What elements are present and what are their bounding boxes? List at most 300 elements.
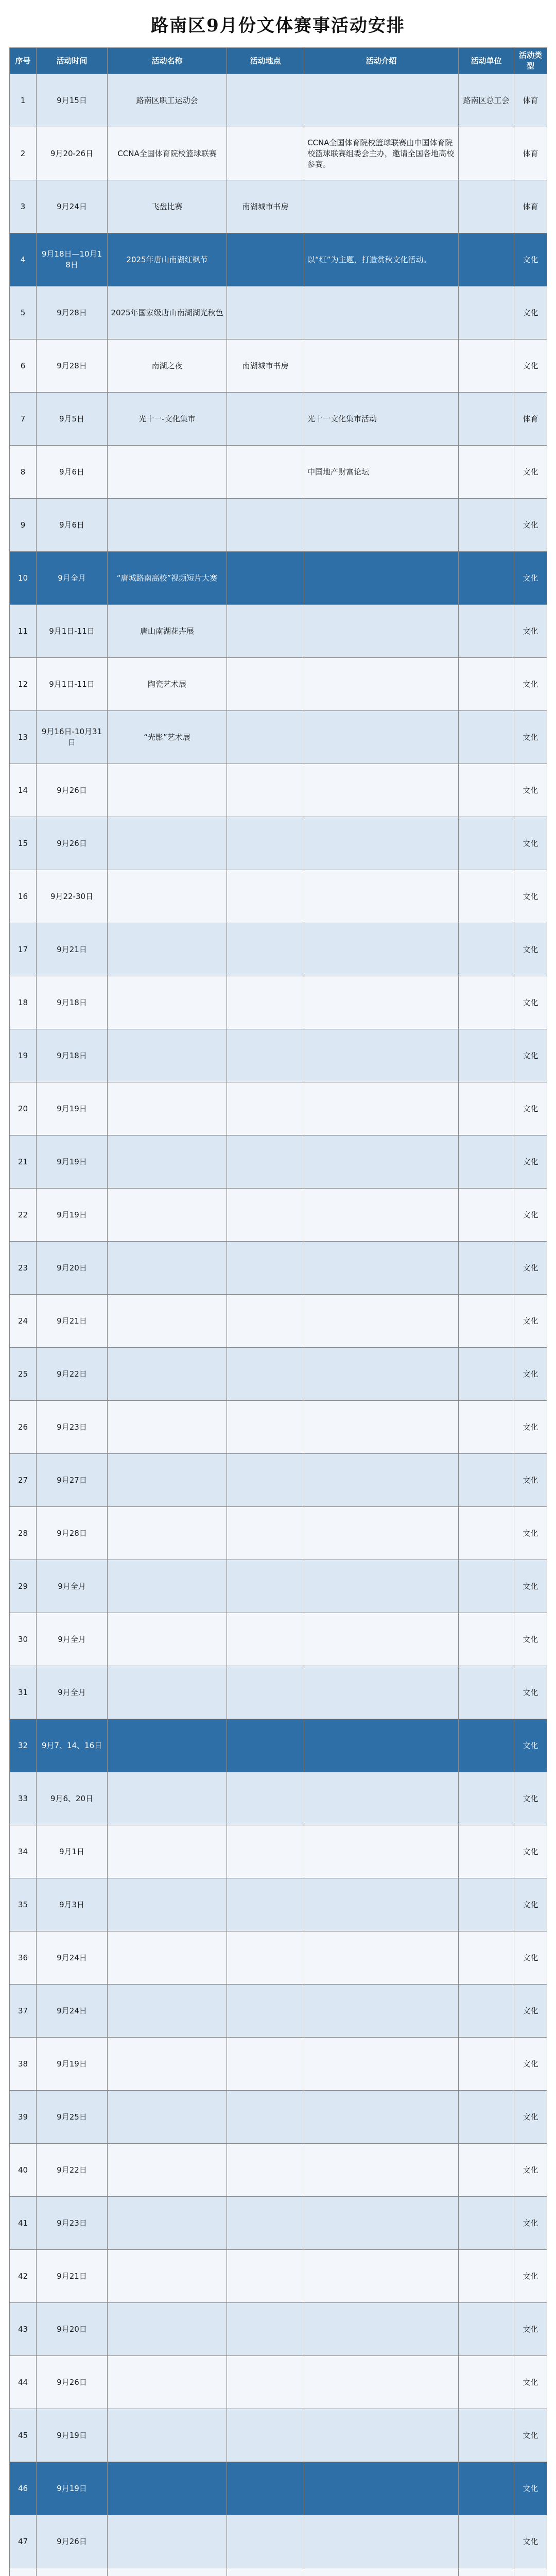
cell-no: 18	[10, 976, 37, 1029]
table-row	[10, 393, 547, 446]
cell-desc	[304, 1825, 459, 1878]
table-row	[10, 817, 547, 870]
table-row	[10, 1666, 547, 1719]
table-row	[10, 1560, 547, 1613]
header-type: 活动类型	[514, 48, 547, 74]
table-row	[10, 2038, 547, 2091]
cell-desc	[304, 1985, 459, 2038]
cell-name	[108, 1295, 227, 1348]
table-row	[10, 1878, 547, 1931]
header-unit: 活动单位	[459, 48, 514, 74]
cell-type: 文化	[514, 1719, 547, 1772]
cell-place	[227, 1666, 304, 1719]
cell-desc: 光十一文化集市活动	[304, 393, 459, 446]
cell-type: 文化	[514, 1189, 547, 1242]
cell-place	[227, 711, 304, 764]
cell-type: 文化	[514, 233, 547, 286]
cell-unit	[459, 2568, 514, 2576]
cell-no: 22	[10, 1189, 37, 1242]
cell-desc	[304, 658, 459, 711]
table-row	[10, 1507, 547, 1560]
cell-time: 9月全月	[37, 1613, 108, 1666]
cell-desc	[304, 1719, 459, 1772]
cell-desc	[304, 1348, 459, 1401]
table-body	[10, 74, 547, 2576]
cell-type: 文化	[514, 1772, 547, 1825]
cell-unit	[459, 2356, 514, 2409]
header-place: 活动地点	[227, 48, 304, 74]
table-row	[10, 1719, 547, 1772]
cell-name	[108, 1401, 227, 1454]
cell-desc	[304, 1242, 459, 1295]
cell-no: 9	[10, 499, 37, 552]
cell-unit	[459, 976, 514, 1029]
cell-time: 9月全月	[37, 1666, 108, 1719]
cell-type: 文化	[514, 1242, 547, 1295]
cell-unit	[459, 2144, 514, 2197]
cell-name	[108, 2356, 227, 2409]
cell-time: 9月21日	[37, 923, 108, 976]
cell-no: 21	[10, 1136, 37, 1189]
cell-time: 9月全月	[37, 1560, 108, 1613]
cell-type: 文化	[514, 446, 547, 499]
cell-name	[108, 764, 227, 817]
cell-unit	[459, 1931, 514, 1985]
cell-type	[514, 2568, 547, 2576]
cell-place	[227, 2356, 304, 2409]
cell-name	[108, 2038, 227, 2091]
cell-no: 29	[10, 1560, 37, 1613]
cell-no: 16	[10, 870, 37, 923]
cell-time: 9月20日	[37, 2303, 108, 2356]
cell-unit	[459, 2197, 514, 2250]
cell-no: 27	[10, 1454, 37, 1507]
cell-place	[227, 233, 304, 286]
cell-unit	[459, 1136, 514, 1189]
cell-type: 体育	[514, 127, 547, 180]
table-row	[10, 180, 547, 233]
cell-place	[227, 923, 304, 976]
cell-place	[227, 2303, 304, 2356]
table-row	[10, 1825, 547, 1878]
cell-time: 9月23日	[37, 1401, 108, 1454]
cell-desc	[304, 2462, 459, 2515]
cell-name: 南湖之夜	[108, 340, 227, 393]
cell-name	[108, 1454, 227, 1507]
table-row	[10, 1454, 547, 1507]
cell-no: 30	[10, 1613, 37, 1666]
cell-name: “唐城路南高校”视频短片大赛	[108, 552, 227, 605]
cell-desc	[304, 1189, 459, 1242]
header-time: 活动时间	[37, 48, 108, 74]
cell-place	[227, 2144, 304, 2197]
cell-unit	[459, 2250, 514, 2303]
cell-desc: 中国地产财富论坛	[304, 446, 459, 499]
cell-time: 9月1日-11日	[37, 658, 108, 711]
cell-desc	[304, 552, 459, 605]
cell-no: 43	[10, 2303, 37, 2356]
cell-name	[108, 2515, 227, 2568]
table-row	[10, 923, 547, 976]
cell-time: 9月19日	[37, 2409, 108, 2462]
cell-name	[108, 1348, 227, 1401]
cell-place	[227, 817, 304, 870]
cell-name	[108, 2303, 227, 2356]
cell-no: 32	[10, 1719, 37, 1772]
cell-unit	[459, 1348, 514, 1401]
cell-type: 文化	[514, 2462, 547, 2515]
cell-no: 11	[10, 605, 37, 658]
cell-name	[108, 2144, 227, 2197]
table-row	[10, 286, 547, 340]
cell-name	[108, 976, 227, 1029]
cell-desc	[304, 286, 459, 340]
cell-desc: 以“红”为主题，打造赏秋文化活动。	[304, 233, 459, 286]
cell-place	[227, 1348, 304, 1401]
table-row	[10, 1029, 547, 1082]
table-row	[10, 870, 547, 923]
cell-time: 9月6、20日	[37, 1772, 108, 1825]
cell-place	[227, 658, 304, 711]
cell-place	[227, 2038, 304, 2091]
cell-unit	[459, 1082, 514, 1136]
cell-place	[227, 286, 304, 340]
cell-time: 9月25日	[37, 2091, 108, 2144]
cell-name	[108, 817, 227, 870]
cell-place	[227, 1825, 304, 1878]
table-row	[10, 233, 547, 286]
cell-time: 9月26日	[37, 2356, 108, 2409]
cell-name	[108, 1772, 227, 1825]
cell-no: 45	[10, 2409, 37, 2462]
cell-type: 体育	[514, 74, 547, 127]
cell-no: 23	[10, 1242, 37, 1295]
cell-no: 5	[10, 286, 37, 340]
table-row	[10, 2303, 547, 2356]
cell-time: 9月18日	[37, 1029, 108, 1082]
cell-type: 文化	[514, 1825, 547, 1878]
cell-place	[227, 1029, 304, 1082]
cell-desc	[304, 923, 459, 976]
cell-time: 9月24日	[37, 180, 108, 233]
cell-place	[227, 1295, 304, 1348]
cell-time: 9月20-26日	[37, 127, 108, 180]
cell-time: 9月22日	[37, 2144, 108, 2197]
cell-name: 唐山南湖花卉展	[108, 605, 227, 658]
cell-place	[227, 1772, 304, 1825]
cell-unit	[459, 1401, 514, 1454]
cell-desc	[304, 764, 459, 817]
cell-desc	[304, 1878, 459, 1931]
table-row	[10, 1242, 547, 1295]
cell-unit	[459, 764, 514, 817]
cell-place	[227, 1719, 304, 1772]
cell-no: 20	[10, 1082, 37, 1136]
cell-unit	[459, 127, 514, 180]
cell-no: 26	[10, 1401, 37, 1454]
cell-type: 文化	[514, 552, 547, 605]
table-row	[10, 711, 547, 764]
cell-type: 文化	[514, 2250, 547, 2303]
cell-unit	[459, 1029, 514, 1082]
cell-name	[108, 499, 227, 552]
cell-desc	[304, 2303, 459, 2356]
cell-unit: 路南区总工会	[459, 74, 514, 127]
cell-place	[227, 393, 304, 446]
cell-no: 8	[10, 446, 37, 499]
cell-desc	[304, 1666, 459, 1719]
cell-time: 9月22日	[37, 1348, 108, 1401]
cell-no: 1	[10, 74, 37, 127]
cell-no: 15	[10, 817, 37, 870]
cell-no: 12	[10, 658, 37, 711]
cell-unit	[459, 2091, 514, 2144]
table-row	[10, 1931, 547, 1985]
cell-type: 体育	[514, 180, 547, 233]
cell-place	[227, 1878, 304, 1931]
cell-time: 9月全月	[37, 552, 108, 605]
cell-unit	[459, 711, 514, 764]
cell-name	[108, 870, 227, 923]
cell-no: 42	[10, 2250, 37, 2303]
cell-unit	[459, 1507, 514, 1560]
cell-no: 35	[10, 1878, 37, 1931]
cell-desc	[304, 1401, 459, 1454]
table-row	[10, 74, 547, 127]
cell-desc	[304, 1507, 459, 1560]
cell-type: 文化	[514, 1931, 547, 1985]
cell-type: 文化	[514, 2038, 547, 2091]
cell-time: 9月28日	[37, 286, 108, 340]
cell-no: 31	[10, 1666, 37, 1719]
cell-no	[10, 2568, 37, 2576]
cell-desc	[304, 499, 459, 552]
cell-type: 文化	[514, 605, 547, 658]
cell-unit	[459, 2303, 514, 2356]
table-row	[10, 2144, 547, 2197]
cell-time	[37, 2568, 108, 2576]
cell-desc	[304, 2409, 459, 2462]
cell-name	[108, 2091, 227, 2144]
cell-name	[108, 1082, 227, 1136]
cell-place	[227, 764, 304, 817]
cell-name: 光十一-文化集市	[108, 393, 227, 446]
cell-desc	[304, 817, 459, 870]
cell-time: 9月26日	[37, 2515, 108, 2568]
cell-desc	[304, 2197, 459, 2250]
cell-type: 文化	[514, 1560, 547, 1613]
cell-no: 2	[10, 127, 37, 180]
cell-type: 文化	[514, 1295, 547, 1348]
table-row	[10, 1401, 547, 1454]
cell-no: 38	[10, 2038, 37, 2091]
cell-desc	[304, 2038, 459, 2091]
cell-type: 文化	[514, 1029, 547, 1082]
cell-time: 9月24日	[37, 1931, 108, 1985]
cell-place	[227, 2250, 304, 2303]
cell-no: 3	[10, 180, 37, 233]
cell-type: 文化	[514, 764, 547, 817]
header-desc: 活动介绍	[304, 48, 459, 74]
cell-no: 25	[10, 1348, 37, 1401]
cell-type: 文化	[514, 870, 547, 923]
cell-desc	[304, 180, 459, 233]
table-header-row	[10, 48, 547, 74]
table-row	[10, 1772, 547, 1825]
cell-no: 14	[10, 764, 37, 817]
cell-name: 陶瓷艺术展	[108, 658, 227, 711]
cell-desc: CCNA全国体育院校篮球联赛由中国体育院校篮球联赛组委会主办，邀请全国各地高校参赛。	[304, 127, 459, 180]
cell-name	[108, 1242, 227, 1295]
cell-unit	[459, 1295, 514, 1348]
cell-name	[108, 446, 227, 499]
cell-type: 文化	[514, 340, 547, 393]
cell-no: 37	[10, 1985, 37, 2038]
cell-unit	[459, 1666, 514, 1719]
cell-type: 文化	[514, 817, 547, 870]
cell-unit	[459, 499, 514, 552]
cell-no: 19	[10, 1029, 37, 1082]
cell-time: 9月23日	[37, 2197, 108, 2250]
cell-type: 体育	[514, 393, 547, 446]
cell-time: 9月27日	[37, 1454, 108, 1507]
table-row	[10, 1189, 547, 1242]
cell-time: 9月26日	[37, 764, 108, 817]
cell-time: 9月28日	[37, 1507, 108, 1560]
cell-name: 2025年唐山南湖红枫节	[108, 233, 227, 286]
cell-desc	[304, 1772, 459, 1825]
cell-desc	[304, 1029, 459, 1082]
cell-desc	[304, 1560, 459, 1613]
cell-name	[108, 1560, 227, 1613]
cell-unit	[459, 1985, 514, 2038]
cell-desc	[304, 1082, 459, 1136]
cell-no: 41	[10, 2197, 37, 2250]
cell-time: 9月26日	[37, 817, 108, 870]
cell-place	[227, 1454, 304, 1507]
cell-desc	[304, 1136, 459, 1189]
cell-unit	[459, 340, 514, 393]
table-row	[10, 605, 547, 658]
cell-unit	[459, 180, 514, 233]
cell-desc	[304, 1613, 459, 1666]
cell-name	[108, 2462, 227, 2515]
cell-type: 文化	[514, 976, 547, 1029]
table-row	[10, 2250, 547, 2303]
cell-type: 文化	[514, 286, 547, 340]
table-row	[10, 2515, 547, 2568]
cell-unit	[459, 2515, 514, 2568]
cell-type: 文化	[514, 2515, 547, 2568]
cell-no: 44	[10, 2356, 37, 2409]
cell-desc	[304, 711, 459, 764]
cell-type: 文化	[514, 923, 547, 976]
cell-no: 13	[10, 711, 37, 764]
cell-unit	[459, 2409, 514, 2462]
table-row	[10, 2197, 547, 2250]
cell-type: 文化	[514, 1136, 547, 1189]
cell-unit	[459, 870, 514, 923]
cell-type: 文化	[514, 1454, 547, 1507]
cell-name: “光影”艺术展	[108, 711, 227, 764]
cell-place	[227, 1507, 304, 1560]
cell-unit	[459, 233, 514, 286]
table-row	[10, 127, 547, 180]
cell-unit	[459, 286, 514, 340]
cell-unit	[459, 1613, 514, 1666]
cell-unit	[459, 1454, 514, 1507]
cell-time: 9月21日	[37, 1295, 108, 1348]
table-row	[10, 340, 547, 393]
table-row	[10, 658, 547, 711]
cell-time: 9月19日	[37, 1189, 108, 1242]
cell-unit	[459, 658, 514, 711]
cell-unit	[459, 1878, 514, 1931]
cell-name	[108, 1136, 227, 1189]
table-row	[10, 1082, 547, 1136]
cell-desc	[304, 2144, 459, 2197]
cell-place: 南湖城市书房	[227, 180, 304, 233]
cell-no: 33	[10, 1772, 37, 1825]
cell-name: CCNA全国体育院校篮球联赛	[108, 127, 227, 180]
cell-unit	[459, 923, 514, 976]
header-no: 序号	[10, 48, 37, 74]
cell-unit	[459, 1719, 514, 1772]
table-row	[10, 2568, 547, 2576]
cell-desc	[304, 870, 459, 923]
cell-time: 9月19日	[37, 2462, 108, 2515]
cell-type: 文化	[514, 1348, 547, 1401]
cell-time: 9月18日—10月18日	[37, 233, 108, 286]
table-row	[10, 2356, 547, 2409]
cell-desc	[304, 2250, 459, 2303]
cell-name: 路南区职工运动会	[108, 74, 227, 127]
cell-name	[108, 1825, 227, 1878]
events-table	[9, 47, 547, 2576]
table-row	[10, 2091, 547, 2144]
cell-unit	[459, 393, 514, 446]
cell-place	[227, 446, 304, 499]
cell-unit	[459, 1825, 514, 1878]
table-row	[10, 976, 547, 1029]
cell-place	[227, 1401, 304, 1454]
cell-desc	[304, 340, 459, 393]
cell-place	[227, 1985, 304, 2038]
cell-place	[227, 2462, 304, 2515]
cell-type: 文化	[514, 1082, 547, 1136]
cell-place	[227, 1242, 304, 1295]
cell-name	[108, 1931, 227, 1985]
cell-place	[227, 127, 304, 180]
cell-unit	[459, 1560, 514, 1613]
cell-time: 9月19日	[37, 1082, 108, 1136]
cell-time: 9月22-30日	[37, 870, 108, 923]
cell-unit	[459, 552, 514, 605]
cell-time: 9月28日	[37, 340, 108, 393]
cell-place	[227, 1082, 304, 1136]
cell-type: 文化	[514, 1401, 547, 1454]
cell-desc	[304, 605, 459, 658]
cell-time: 9月18日	[37, 976, 108, 1029]
cell-name	[108, 1666, 227, 1719]
cell-place	[227, 2409, 304, 2462]
cell-type: 文化	[514, 711, 547, 764]
cell-time: 9月19日	[37, 2038, 108, 2091]
cell-name	[108, 1985, 227, 2038]
cell-place	[227, 1560, 304, 1613]
cell-type: 文化	[514, 2144, 547, 2197]
cell-no: 6	[10, 340, 37, 393]
